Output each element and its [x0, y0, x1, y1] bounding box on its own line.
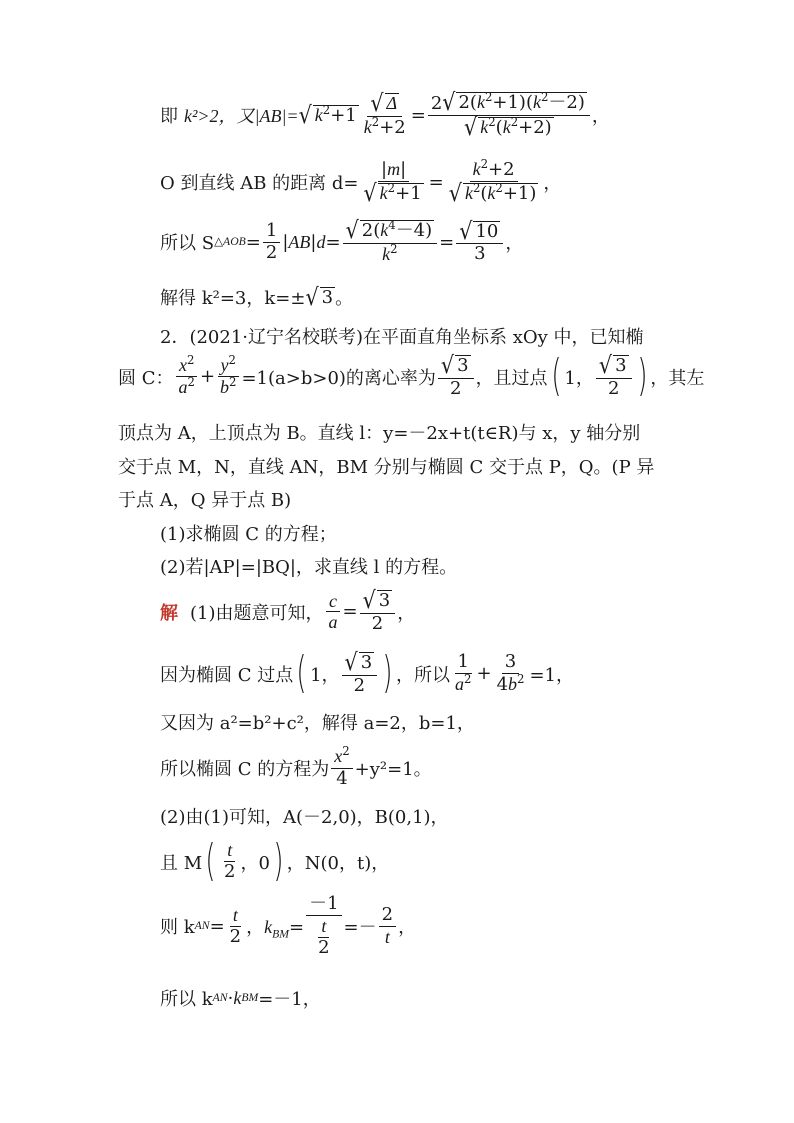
text: k²>2，又|AB|=: [184, 106, 299, 127]
solution-line-6: 且 M ( $\frac{t}{2}$ ，0 ) ，N(0，t)，: [160, 836, 390, 886]
text: ，所以: [396, 664, 451, 686]
fraction: √ 3 2: [438, 355, 474, 399]
solution-label: 解: [160, 602, 178, 624]
text: 所以椭圆 C 的方程为: [160, 758, 330, 780]
text: (1)由题意可知，: [190, 602, 324, 624]
text: 则 k: [160, 917, 195, 939]
problem-2-line-5: [118, 486, 291, 512]
solution-line-8: 所以 k AN ·k BM =－1，: [160, 985, 321, 1011]
fraction: $\frac{c}{a}$: [326, 592, 341, 633]
text: 。: [335, 288, 354, 309]
fraction: $\frac{2}{t}$: [379, 906, 396, 947]
problem-2-line-4: [118, 453, 654, 479]
text: 顶点为 A，上顶点为 B。直线 l：y=－2x+t(t∈R)与 x，y 轴分别: [118, 423, 641, 444]
fraction: √ $2(k^4-4)$ $k^2$: [343, 220, 438, 265]
solution-line-3: [160, 709, 475, 735]
problem-number: 2．: [160, 327, 190, 348]
solution-line-7: 则 k AN = $\frac{t}{2}$ ，$k_{BM}=$ $\frac{-1}{\frac{t}{2}}$ =－ $\frac{2}{t}$ ，: [160, 893, 417, 958]
fraction: $\frac{y^2}{b^2}$: [217, 356, 239, 399]
text: (2)由(1)可知，A(－2,0)，B(0,1)，: [160, 807, 449, 828]
fraction: |m| √ $k^2+1$: [363, 159, 422, 207]
fraction: √ 10 3: [456, 221, 503, 265]
fraction: $\frac{-1}{\frac{t}{2}}$: [306, 895, 341, 958]
text: (2)若|AP|=|BQ|，求直线 l 的方程。: [160, 557, 458, 578]
text: =1(a>b>0)的离心率为: [241, 367, 436, 389]
text: (1)求椭圆 C 的方程；: [160, 524, 337, 545]
problem-2-line-2: 圆 C： $\frac{x^2}{a^2}$ + $\frac{y^2}{b^2}$ =1(a>b>0)的离心率为 √ 3 2 ，且过点 ( 1， √ 3 2 ) ，其左: [118, 351, 705, 402]
text: ，N(0，t)，: [286, 852, 390, 874]
text: 交于点 M，N，直线 AN，BM 分别与椭圆 C 交于点 P，Q。(P 异: [118, 457, 655, 478]
fraction: √ 3 2: [342, 652, 378, 696]
fraction: √ 3 2: [360, 590, 396, 634]
text: 又因为 a²=b²+c²，解得 a=2，b=1，: [160, 713, 475, 734]
fraction: 2 √ $2(k^2+1)(k^2-2)$ √ $k^2(k^2+2)$: [428, 92, 590, 139]
problem-2-line-3: [118, 419, 640, 445]
line-distance: O 到直线 AB 的距离 d= |m| √ $k^2+1$ = $k^2+2$ √ $k^2(k^2+1)$ ，: [160, 157, 562, 207]
text: 于点 A，Q 异于点 B): [118, 490, 292, 511]
text: 即: [160, 106, 178, 128]
line-ab-length: 即 k²>2，又|AB|= √ $k^2+1$ √ Δ $k^2+2$ = 2 √ $2(k^2+1)(k^2-2)$ √ $k^2(k^2+2)$ ，: [160, 88, 610, 141]
text: 在平面直角坐标系 xOy 中，已知椭: [363, 327, 644, 348]
fraction: $\frac{3}{4b^2}$: [496, 651, 525, 695]
fraction: $\frac{t}{2}$: [224, 840, 236, 883]
problem-2-line-1: [160, 323, 644, 349]
sqrt: √ $k^2+1$: [298, 101, 357, 129]
line-solve-k: [160, 284, 353, 310]
question-2: [160, 553, 457, 579]
text: 所以 k: [160, 989, 213, 1010]
fraction: $\frac{x^2}{4}$: [331, 747, 352, 789]
text: ，且过点: [475, 367, 548, 389]
question-1: [160, 520, 337, 546]
solution-line-5: [160, 803, 449, 829]
text: O 到直线 AB 的距离 d=: [160, 173, 359, 195]
solution-line-2: 因为椭圆 C 过点 ( 1， √ 3 2 ) ，所以 $\frac{1}{a^2}$ + $\frac{3}{4b^2}$ =1，: [160, 648, 574, 699]
text: +y²=1。: [354, 758, 432, 780]
text: =1，: [529, 664, 574, 686]
fraction: $\frac{1}{a^2}$: [455, 651, 472, 694]
solution-line-4: [160, 744, 432, 789]
line-area: 所以 S △AOB = $\frac{1}{2}$ |AB|d= √ $2(k^4-4)$ $k^2$ = √ 10 3 ，: [160, 216, 524, 265]
fraction: √ Δ $k^2+2$: [363, 89, 406, 138]
text: 因为椭圆 C 过点: [160, 664, 294, 686]
text: ，其左: [650, 367, 705, 389]
solution-line-1: 解 (1)由题意可知， $\frac{c}{a}$ = √ 3 2 ，: [160, 586, 416, 634]
fraction: √ 3 2: [596, 355, 632, 399]
fraction: $k^2+2$ √ $k^2(k^2+1)$: [448, 157, 537, 207]
fraction: $\frac{x^2}{a^2}$: [176, 356, 198, 399]
sqrt: √ 3: [305, 282, 334, 311]
fraction: $\frac{1}{2}$: [263, 222, 280, 263]
text: 所以 S: [160, 233, 215, 255]
text: 圆 C：: [118, 367, 174, 389]
text: 解得 k²=3，k=±: [160, 288, 306, 309]
fraction: $\frac{t}{2}$: [229, 904, 242, 947]
text: 且 M: [160, 852, 203, 874]
problem-source: (2021·辽宁名校联考): [189, 327, 364, 348]
